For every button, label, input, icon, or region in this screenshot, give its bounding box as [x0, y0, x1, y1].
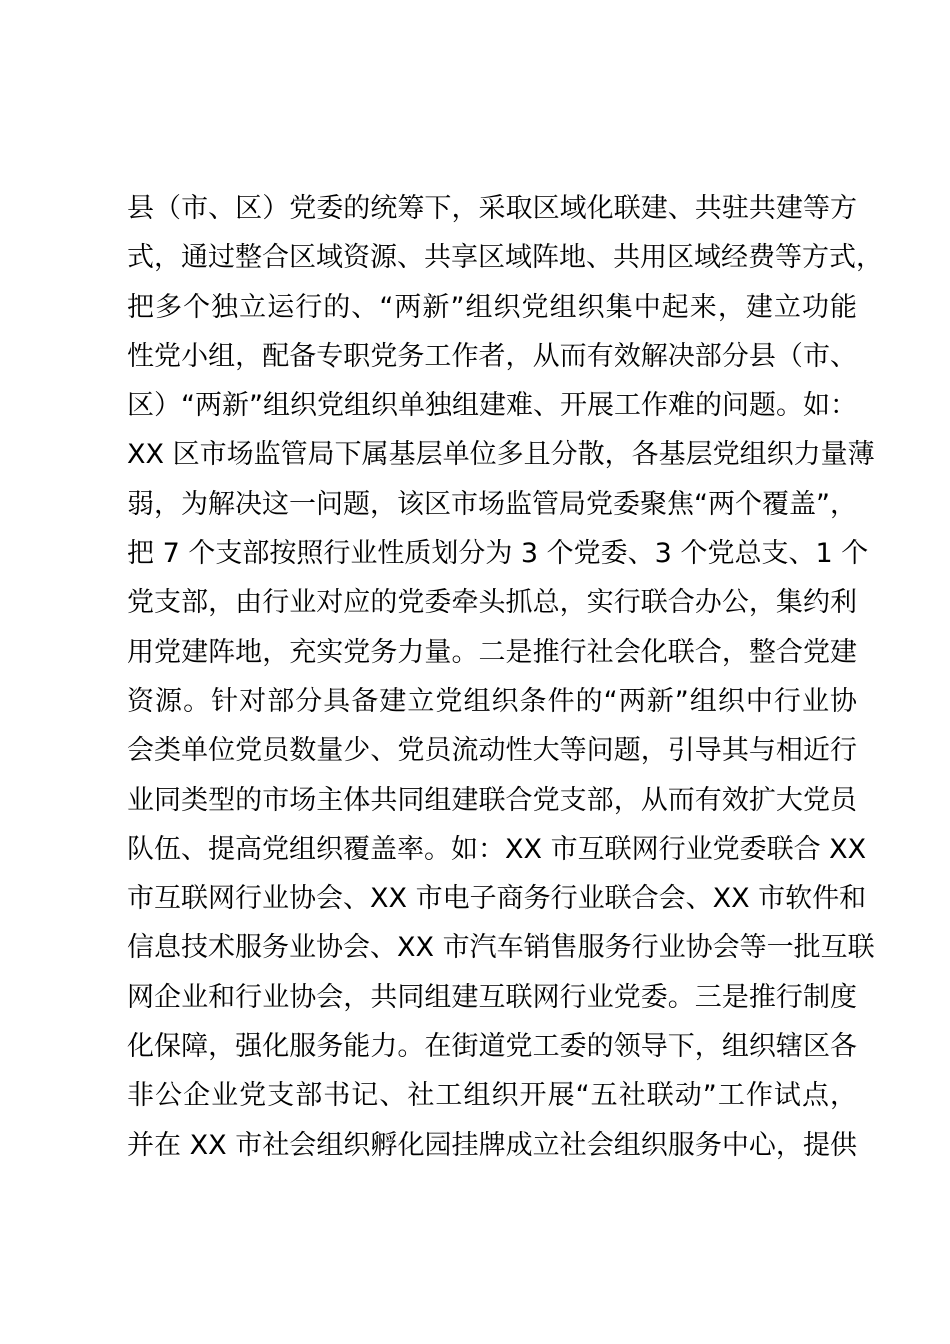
text-line: 网企业和行业协会，共同组建互联网行业党委。三是推行制度: [127, 981, 857, 1013]
text-line: 队伍、提高党组织覆盖率。如：XX 市互联网行业党委联合 XX: [127, 833, 867, 865]
text-line: 把 7 个支部按照行业性质划分为 3 个党委、3 个党总支、1 个: [127, 538, 869, 570]
text-line: 党支部，由行业对应的党委牵头抓总，实行联合办公，集约利: [127, 587, 857, 619]
text-line: 业同类型的市场主体共同组建联合党支部，从而有效扩大党员: [127, 784, 857, 816]
text-line: XX 区市场监管局下属基层单位多且分散，各基层党组织力量薄: [127, 439, 875, 471]
text-line: 弱，为解决这一问题，该区市场监管局党委聚焦“两个覆盖”，: [127, 488, 857, 520]
text-line: 市互联网行业协会、XX 市电子商务行业联合会、XX 市软件和: [127, 883, 867, 915]
text-line: 非公企业党支部书记、社工组织开展“五社联动”工作试点，: [127, 1080, 857, 1112]
text-line: 区）“两新”组织党组织单独组建难、开展工作难的问题。如：: [127, 390, 857, 422]
text-line: 把多个独立运行的、“两新”组织党组织集中起来，建立功能: [127, 291, 857, 323]
text-line: 性党小组，配备专职党务工作者，从而有效解决部分县（市、: [127, 340, 857, 372]
text-line: 县（市、区）党委的统筹下，采取区域化联建、共驻共建等方: [127, 193, 857, 224]
text-line: 信息技术服务业协会、XX 市汽车销售服务行业协会等一批互联: [127, 932, 875, 964]
text-line: 并在 XX 市社会组织孵化园挂牌成立社会组织服务中心，提供: [127, 1129, 857, 1161]
text-line: 式，通过整合区域资源、共享区域阵地、共用区域经费等方式，: [127, 242, 883, 274]
body-paragraph: [127, 184, 883, 1170]
text-line: 会类单位党员数量少、党员流动性大等问题，引导其与相近行: [127, 735, 857, 767]
text-line: 用党建阵地，充实党务力量。二是推行社会化联合，整合党建: [127, 636, 857, 668]
text-line: 资源。针对部分具备建立党组织条件的“两新”组织中行业协: [127, 685, 857, 717]
text-line: 化保障，强化服务能力。在街道党工委的领导下，组织辖区各: [127, 1031, 857, 1063]
